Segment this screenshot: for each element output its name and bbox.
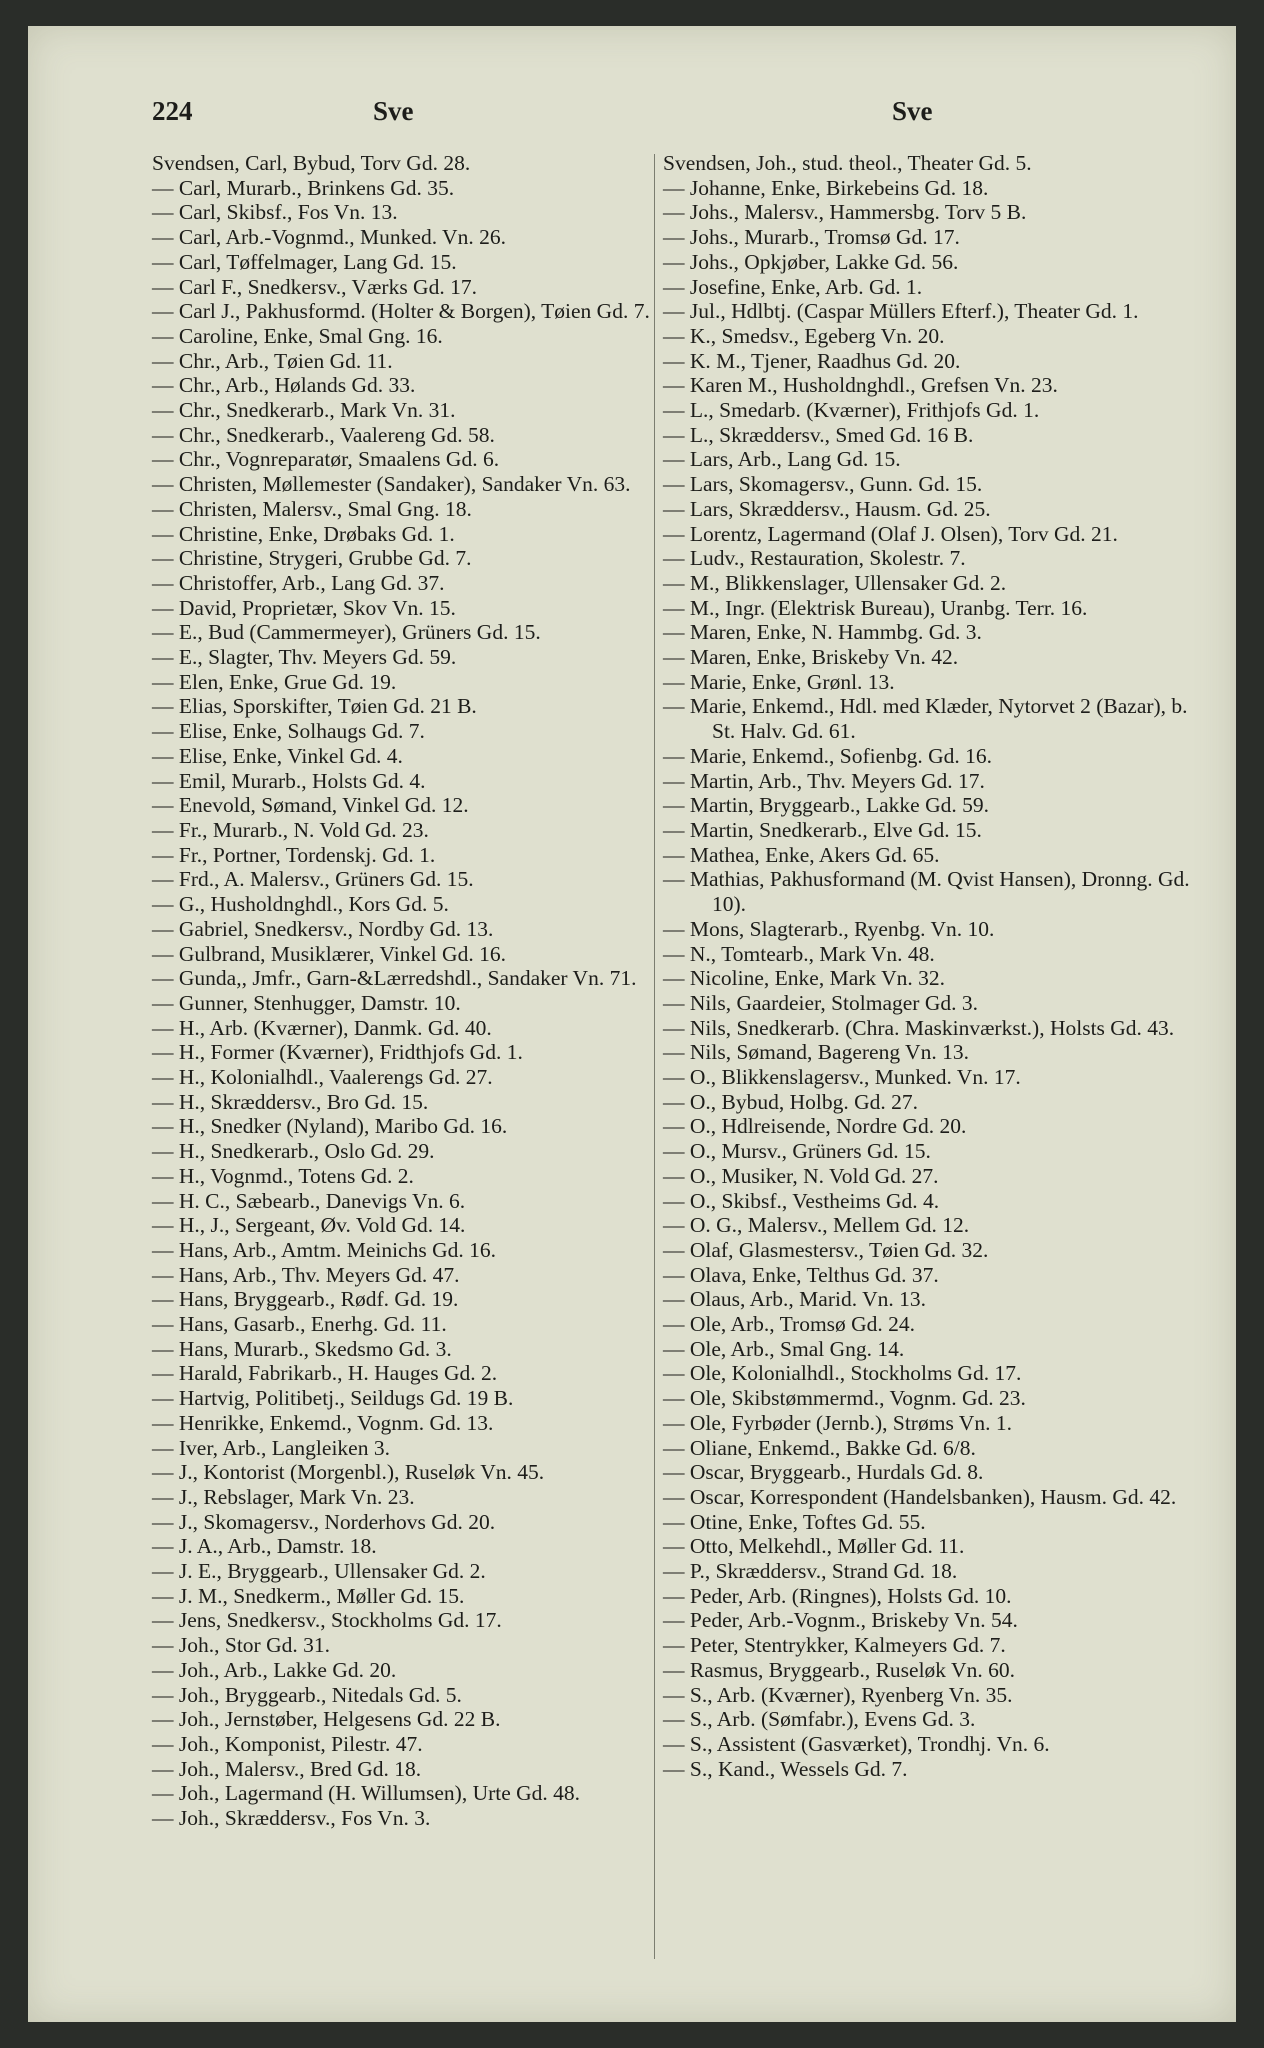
directory-entry: — H. C., Sæbearb., Danevigs Vn. 6. [152, 1188, 466, 1213]
directory-entry: — Ole, Kolonialhdl., Stockholms Gd. 17. [663, 1361, 1022, 1386]
left-column [152, 151, 672, 1831]
directory-entry: — Nils, Snedkerarb. (Chra. Maskinværkst.), Holsts Gd. 43. [663, 1015, 1175, 1040]
directory-entry: — M., Ingr. (Elektrisk Bureau), Uranbg. Terr. 16. [663, 595, 1088, 620]
directory-entry: — Olaus, Arb., Marid. Vn. 13. [663, 1287, 926, 1312]
directory-entry: — Lars, Skomagersv., Gunn. Gd. 15. [663, 472, 983, 497]
directory-entry: — Martin, Arb., Thv. Meyers Gd. 17. [663, 768, 985, 793]
directory-entry: — Ole, Fyrbøder (Jernb.), Strøms Vn. 1. [663, 1410, 1012, 1435]
directory-entry: — P., Skræddersv., Strand Gd. 18. [663, 1559, 958, 1584]
directory-entry: — S., Kand., Wessels Gd. 7. [663, 1756, 908, 1781]
directory-entry: — Peder, Arb. (Ringnes), Holsts Gd. 10. [663, 1583, 1012, 1608]
directory-entry: — Peder, Arb.-Vognm., Briskeby Vn. 54. [663, 1608, 1018, 1633]
directory-entry: — Joh., Malersv., Bred Gd. 18. [152, 1756, 422, 1781]
directory-entry: — H., Vognmd., Totens Gd. 2. [152, 1163, 414, 1188]
directory-entry: — E., Bud (Cammermeyer), Grüners Gd. 15. [152, 620, 541, 645]
directory-entry: — Elen, Enke, Grue Gd. 19. [152, 669, 397, 694]
directory-entry: — Maren, Enke, N. Hammbg. Gd. 3. [663, 620, 982, 645]
directory-entry: — Marie, Enkemd., Sofienbg. Gd. 16. [663, 743, 993, 768]
directory-entry: — Rasmus, Bryggearb., Ruseløk Vn. 60. [663, 1657, 1015, 1682]
directory-entry: — Chr., Snedkerarb., Mark Vn. 31. [152, 398, 456, 423]
directory-entry: — Joh., Skræddersv., Fos Vn. 3. [152, 1806, 431, 1831]
directory-entry: — Lars, Arb., Lang Gd. 15. [663, 447, 901, 472]
directory-entry: — Gabriel, Snedkersv., Nordby Gd. 13. [152, 916, 494, 941]
directory-entry: — J. M., Snedkerm., Møller Gd. 15. [152, 1583, 465, 1608]
directory-entry: — Marie, Enke, Grønl. 13. [663, 669, 895, 694]
directory-entry: — J., Skomagersv., Norderhovs Gd. 20. [152, 1509, 496, 1534]
directory-entry: — Christine, Enke, Drøbaks Gd. 1. [152, 521, 455, 546]
directory-entry: — Marie, Enkemd., Hdl. med Klæder, Nytorvet 2 (Bazar), b. St. Halv. Gd. 61. [663, 694, 1188, 744]
directory-entry: — K., Smedsv., Egeberg Vn. 20. [663, 323, 945, 348]
directory-entry: — Ole, Skibstømmermd., Vognm. Gd. 23. [663, 1386, 1026, 1411]
directory-page [28, 26, 1236, 2022]
directory-entry: — Gunner, Stenhugger, Damstr. 10. [152, 990, 461, 1015]
directory-entry: — Nils, Sømand, Bagereng Vn. 13. [663, 1040, 969, 1065]
directory-entry: — David, Proprietær, Skov Vn. 15. [152, 595, 456, 620]
directory-entry: — Joh., Bryggearb., Nitedals Gd. 5. [152, 1682, 462, 1707]
directory-entry: — Iver, Arb., Langleiken 3. [152, 1435, 390, 1460]
directory-entry: — Frd., A. Malersv., Grüners Gd. 15. [152, 867, 474, 892]
directory-entry: — O., Musiker, N. Vold Gd. 27. [663, 1163, 939, 1188]
directory-entry: — Josefine, Enke, Arb. Gd. 1. [663, 274, 923, 299]
directory-entry: — Christen, Malersv., Smal Gng. 18. [152, 496, 472, 521]
directory-entry: — M., Blikkenslager, Ullensaker Gd. 2. [663, 570, 1007, 595]
directory-entry: — Chr., Arb., Tøien Gd. 11. [152, 348, 393, 373]
running-head-right: Sve [892, 96, 933, 126]
directory-entry: — Carl, Skibsf., Fos Vn. 13. [152, 200, 398, 225]
directory-entry: — Johs., Opkjøber, Lakke Gd. 56. [663, 249, 959, 274]
directory-entry: — Gulbrand, Musiklærer, Vinkel Gd. 16. [152, 941, 506, 966]
directory-entry: — Joh., Lagermand (H. Willumsen), Urte Gd. 48. [152, 1781, 581, 1806]
directory-entry: — O., Bybud, Holbg. Gd. 27. [663, 1089, 919, 1114]
directory-entry: — Joh., Arb., Lakke Gd. 20. [152, 1657, 397, 1682]
directory-entry: — Joh., Komponist, Pilestr. 47. [152, 1732, 423, 1756]
directory-entry: — J., Kontorist (Morgenbl.), Ruseløk Vn. 45. [152, 1460, 545, 1485]
directory-entry: — Lorentz, Lagermand (Olaf J. Olsen), Torv Gd. 21. [663, 521, 1118, 546]
directory-entry: — Henrikke, Enkemd., Vognm. Gd. 13. [152, 1410, 494, 1435]
directory-entry: — H., Kolonialhdl., Vaalerengs Gd. 27. [152, 1065, 493, 1090]
directory-entry: — Christoffer, Arb., Lang Gd. 37. [152, 570, 445, 595]
directory-entry: — O. G., Malersv., Mellem Gd. 12. [663, 1213, 970, 1238]
directory-entry: — Carl F., Snedkersv., Værks Gd. 17. [152, 274, 477, 299]
directory-entry: — H., Snedker (Nyland), Maribo Gd. 16. [152, 1114, 508, 1139]
directory-entry: — S., Assistent (Gasværket), Trondhj. Vn. 6. [663, 1732, 1050, 1756]
page-header [28, 96, 1236, 136]
directory-entry: — Lars, Skræddersv., Hausm. Gd. 25. [663, 496, 991, 521]
directory-entry: — Nicoline, Enke, Mark Vn. 32. [663, 966, 946, 991]
directory-entry: — Hans, Bryggearb., Rødf. Gd. 19. [152, 1287, 459, 1312]
directory-entry: — J. A., Arb., Damstr. 18. [152, 1534, 377, 1559]
directory-entry: — J., Rebslager, Mark Vn. 23. [152, 1484, 415, 1509]
directory-entry: — Carl, Arb.-Vognmd., Munked. Vn. 26. [152, 225, 506, 250]
directory-entry: — Mathias, Pakhusformand (M. Qvist Hansen), Dronng. Gd. 10). [663, 867, 1190, 917]
directory-entry: — Oscar, Bryggearb., Hurdals Gd. 8. [663, 1460, 984, 1485]
directory-entry: — Christen, Møllemester (Sandaker), Sandaker Vn. 63. [152, 472, 631, 497]
directory-entry: — Nils, Gaardeier, Stolmager Gd. 3. [663, 990, 978, 1015]
directory-entry: Svendsen, Carl, Bybud, Torv Gd. 28. [152, 151, 471, 175]
directory-entry: — Jul., Hdlbtj. (Caspar Müllers Efterf.), Theater Gd. 1. [663, 299, 1139, 324]
directory-entry: — Martin, Bryggearb., Lakke Gd. 59. [663, 793, 990, 818]
directory-entry: — Chr., Vognreparatør, Smaalens Gd. 6. [152, 447, 500, 472]
directory-entry: — S., Arb. (Sømfabr.), Evens Gd. 3. [663, 1707, 976, 1732]
directory-entry: — Otto, Melkehdl., Møller Gd. 11. [663, 1534, 965, 1559]
directory-entry: — O., Skibsf., Vestheims Gd. 4. [663, 1188, 940, 1213]
directory-entry: — Elise, Enke, Vinkel Gd. 4. [152, 743, 403, 768]
directory-entry: — E., Slagter, Thv. Meyers Gd. 59. [152, 645, 457, 670]
directory-entry: — Mathea, Enke, Akers Gd. 65. [663, 842, 940, 867]
directory-entry: — Emil, Murarb., Holsts Gd. 4. [152, 768, 426, 793]
directory-entry: — Karen M., Husholdnghdl., Grefsen Vn. 23. [663, 373, 1058, 398]
directory-entry: — O., Blikkenslagersv., Munked. Vn. 17. [663, 1065, 1021, 1090]
directory-entry: — Jens, Snedkersv., Stockholms Gd. 17. [152, 1608, 502, 1633]
directory-entry: — Oscar, Korrespondent (Handelsbanken), Hausm. Gd. 42. [663, 1484, 1177, 1509]
directory-entry: — Ludv., Restauration, Skolestr. 7. [663, 546, 966, 571]
directory-entry: — Christine, Strygeri, Grubbe Gd. 7. [152, 546, 472, 571]
directory-entry: — J. E., Bryggearb., Ullensaker Gd. 2. [152, 1559, 486, 1584]
directory-entry: — Carl J., Pakhusformd. (Holter & Borgen), Tøien Gd. 7. [152, 299, 650, 324]
directory-entry: — H., Former (Kværner), Fridthjofs Gd. 1. [152, 1040, 523, 1065]
directory-entry: — Johanne, Enke, Birkebeins Gd. 18. [663, 175, 989, 200]
running-head-left: Sve [373, 96, 414, 126]
directory-entry: — Olaf, Glasmestersv., Tøien Gd. 32. [663, 1237, 989, 1262]
directory-entry: — H., Arb. (Kværner), Danmk. Gd. 40. [152, 1015, 492, 1040]
directory-entry: — Joh., Stor Gd. 31. [152, 1633, 330, 1658]
directory-entry: — Olava, Enke, Telthus Gd. 37. [663, 1262, 939, 1287]
directory-entry: — H., Skræddersv., Bro Gd. 15. [152, 1089, 429, 1114]
directory-entry: — Johs., Murarb., Tromsø Gd. 17. [663, 225, 960, 250]
directory-entry: — Hans, Arb., Thv. Meyers Gd. 47. [152, 1262, 460, 1287]
right-column [663, 151, 1193, 1781]
directory-entry: Svendsen, Joh., stud. theol., Theater Gd. 5. [663, 151, 1032, 175]
directory-entry: — H., J., Sergeant, Øv. Vold Gd. 14. [152, 1213, 466, 1238]
directory-entry: — Carl, Murarb., Brinkens Gd. 35. [152, 175, 455, 200]
directory-entry: — Peter, Stentrykker, Kalmeyers Gd. 7. [663, 1633, 1006, 1658]
directory-entry: — Fr., Murarb., N. Vold Gd. 23. [152, 817, 429, 842]
directory-entry: — Gunda,, Jmfr., Garn-&Lærredshdl., Sandaker Vn. 71. [152, 966, 637, 991]
directory-entry: — Maren, Enke, Briskeby Vn. 42. [663, 645, 959, 670]
directory-entry: — Hans, Arb., Amtm. Meinichs Gd. 16. [152, 1237, 496, 1262]
directory-entry: — L., Smedarb. (Kværner), Frithjofs Gd. 1. [663, 398, 1040, 423]
directory-entry: — Fr., Portner, Tordenskj. Gd. 1. [152, 842, 436, 867]
directory-entry: — Chr., Snedkerarb., Vaalereng Gd. 58. [152, 422, 495, 447]
directory-entry: — Caroline, Enke, Smal Gng. 16. [152, 323, 443, 348]
directory-entry: — Hans, Murarb., Skedsmo Gd. 3. [152, 1336, 452, 1361]
directory-entry: — Carl, Tøffelmager, Lang Gd. 15. [152, 249, 457, 274]
directory-entry: — Ole, Arb., Smal Gng. 14. [663, 1336, 905, 1361]
directory-entry: — O., Hdlreisende, Nordre Gd. 20. [663, 1114, 967, 1139]
directory-entry: — O., Mursv., Grüners Gd. 15. [663, 1139, 931, 1164]
directory-entry: — G., Husholdnghdl., Kors Gd. 5. [152, 892, 449, 917]
directory-entry: — N., Tomtearb., Mark Vn. 48. [663, 941, 935, 966]
directory-entry: — Elise, Enke, Solhaugs Gd. 7. [152, 719, 425, 744]
directory-entry: — Mons, Slagterarb., Ryenbg. Vn. 10. [663, 916, 995, 941]
directory-entry: — H., Snedkerarb., Oslo Gd. 29. [152, 1139, 435, 1164]
directory-entry: — Harald, Fabrikarb., H. Hauges Gd. 2. [152, 1361, 498, 1386]
directory-entry: — S., Arb. (Kværner), Ryenberg Vn. 35. [663, 1682, 1013, 1707]
directory-entry: — Elias, Sporskifter, Tøien Gd. 21 B. [152, 694, 477, 719]
directory-entry: — L., Skræddersv., Smed Gd. 16 B. [663, 422, 974, 447]
directory-entry: — K. M., Tjener, Raadhus Gd. 20. [663, 348, 961, 373]
directory-entry: — Martin, Snedkerarb., Elve Gd. 15. [663, 817, 982, 842]
directory-entry: — Enevold, Sømand, Vinkel Gd. 12. [152, 793, 469, 818]
page-number: 224 [152, 96, 193, 126]
column-divider [654, 154, 655, 1959]
directory-entry: — Ole, Arb., Tromsø Gd. 24. [663, 1312, 916, 1337]
directory-entry: — Hartvig, Politibetj., Seildugs Gd. 19 B. [152, 1386, 514, 1411]
directory-entry: — Chr., Arb., Hølands Gd. 33. [152, 373, 416, 398]
directory-entry: — Hans, Gasarb., Enerhg. Gd. 11. [152, 1312, 447, 1337]
directory-entry: — Otine, Enke, Toftes Gd. 55. [663, 1509, 926, 1534]
directory-entry: — Oliane, Enkemd., Bakke Gd. 6/8. [663, 1435, 976, 1460]
directory-entry: — Johs., Malersv., Hammersbg. Torv 5 B. [663, 200, 1027, 225]
directory-entry: — Joh., Jernstøber, Helgesens Gd. 22 B. [152, 1707, 501, 1732]
